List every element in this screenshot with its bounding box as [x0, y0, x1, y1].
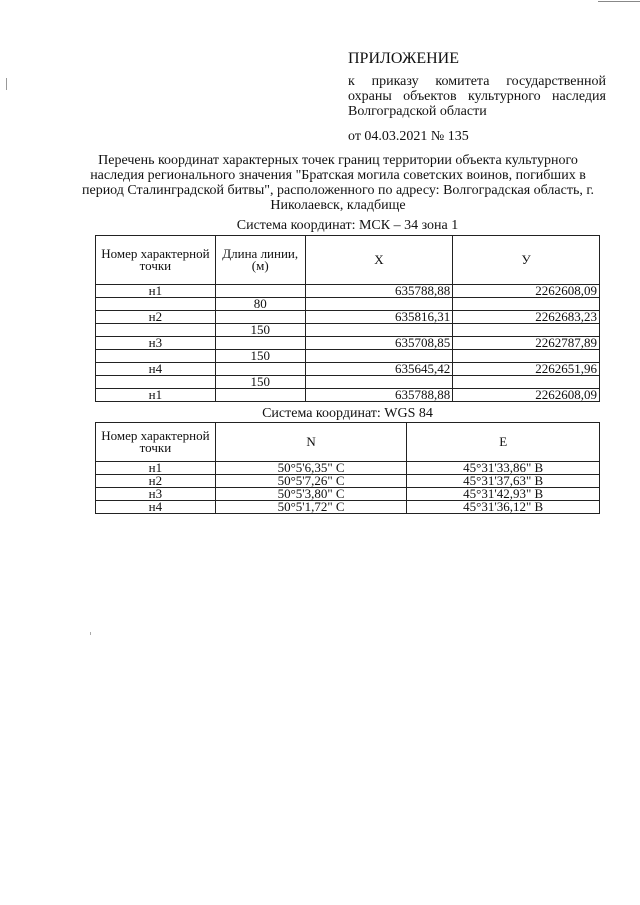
header-y: У — [453, 236, 600, 285]
scan-edge-mark — [6, 78, 7, 90]
point-cell: н4 — [96, 363, 216, 376]
table-row — [96, 501, 600, 514]
document-title: Перечень координат характерных точек границ территории объекта культурного наследия регионального значения "Братская могила советских воинов, погибших в период Сталинградской битвы", расположенного по адресу: Волгоградская область, г. Николаевск, кладбище — [81, 153, 594, 213]
appendix-heading: ПРИЛОЖЕНИЕ — [348, 50, 460, 67]
header-e: E — [407, 423, 600, 462]
length-row — [96, 350, 600, 363]
header-n: N — [215, 423, 407, 462]
point-cell: н1 — [96, 462, 216, 475]
msk-caption: Система координат: МСК – 34 зона 1 — [236, 218, 459, 233]
latitude-cell: 50°5'1,72" С — [215, 501, 407, 514]
length-row — [96, 376, 600, 389]
latitude-cell: 50°5'7,26" С — [215, 475, 407, 488]
table-header-row — [96, 236, 600, 285]
length-row — [96, 298, 600, 311]
wgs-caption: Система координат: WGS 84 — [262, 406, 433, 421]
longitude-cell: 45°31'33,86" В — [407, 462, 600, 475]
table-row — [96, 285, 600, 298]
latitude-cell: 50°5'3,80" С — [215, 488, 407, 501]
y-cell: 2262683,23 — [453, 311, 600, 324]
length-cell: 150 — [215, 376, 305, 389]
table-row — [96, 363, 600, 376]
latitude-cell: 50°5'6,35" С — [215, 462, 407, 475]
scan-dust-mark — [90, 632, 91, 635]
appendix-reference: к приказу комитета государственной охраны объектов культурного наследия Волгоградской области — [348, 74, 606, 119]
msk-table-body — [96, 285, 600, 402]
longitude-cell: 45°31'42,93" В — [407, 488, 600, 501]
longitude-cell: 45°31'36,12" В — [407, 501, 600, 514]
table-header-row — [96, 423, 600, 462]
point-cell: н3 — [96, 488, 216, 501]
length-cell: 80 — [215, 298, 305, 311]
order-date: от 04.03.2021 № 135 — [348, 129, 469, 144]
table-row — [96, 337, 600, 350]
msk-coordinates-table — [95, 235, 600, 402]
x-cell: 635708,85 — [305, 337, 453, 350]
point-cell: н3 — [96, 337, 216, 350]
y-cell: 2262608,09 — [453, 389, 600, 402]
point-cell: н4 — [96, 501, 216, 514]
header-length: Длина линии, (м) — [215, 236, 305, 285]
point-cell: н2 — [96, 311, 216, 324]
x-cell: 635788,88 — [305, 389, 453, 402]
x-cell: 635816,31 — [305, 311, 453, 324]
header-point: Номер характерной точки — [96, 423, 216, 462]
wgs-coordinates-table — [95, 422, 600, 514]
y-cell: 2262651,96 — [453, 363, 600, 376]
header-point: Номер характерной точки — [96, 236, 216, 285]
y-cell: 2262787,89 — [453, 337, 600, 350]
length-row — [96, 324, 600, 337]
x-cell: 635645,42 — [305, 363, 453, 376]
header-x: X — [305, 236, 453, 285]
wgs-table-body — [96, 462, 600, 514]
longitude-cell: 45°31'37,63" В — [407, 475, 600, 488]
table-row — [96, 311, 600, 324]
scan-edge-line — [598, 1, 640, 2]
point-cell: н2 — [96, 475, 216, 488]
x-cell: 635788,88 — [305, 285, 453, 298]
point-cell: н1 — [96, 285, 216, 298]
table-row — [96, 389, 600, 402]
point-cell: н1 — [96, 389, 216, 402]
length-cell: 150 — [215, 350, 305, 363]
length-cell: 150 — [215, 324, 305, 337]
y-cell: 2262608,09 — [453, 285, 600, 298]
length-cell-empty — [215, 389, 305, 402]
